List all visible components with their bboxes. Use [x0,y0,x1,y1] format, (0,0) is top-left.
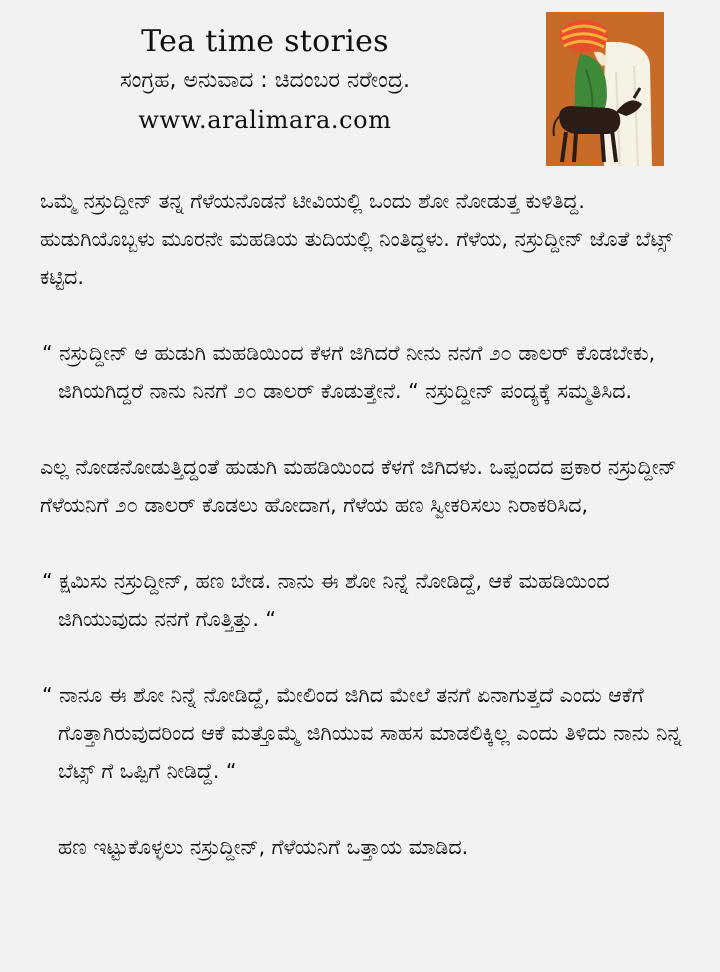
story-paragraph: ಒಮ್ಮೆ ನಸ್ರುದ್ದೀನ್ ತನ್ನ ಗೆಳೆಯನೊಡನೆ ಟೀವಿಯಲ್ಲಿ ಒಂದು ಶೋ ನೋಡುತ್ತ ಕುಳಿತಿದ್ದ. ಹುಡುಗಿಯೊಬ್ಬಳು ಮೂರನೇ ಮಹಡಿಯ ತುದಿಯಲ್ಲಿ ನಿಂತಿದ್ದಳು. ಗೆಳೆಯ, ನಸ್ರುದ್ದೀನ್ ಜೊತೆ ಬೆಟ್ಸ್ ಕಟ್ಟಿದ. [40,189,673,289]
website-url: www.aralimara.com [138,106,392,134]
story-paragraph: “ ನಾನೂ ಈ ಶೋ ನಿನ್ನೆ ನೋಡಿದ್ದೆ, ಮೇಲಿಂದ ಜಿಗಿದ ಮೇಲೆ ತನಗೆ ಏನಾಗುತ್ತದೆ ಎಂದು ಆಕೆಗೆ ಗೊತ್ತಾಗಿರುವುದರಿಂದ ಆಕೆ ಮತ್ತೊಮ್ಮೆ ಜಿಗಿಯುವ ಸಾಹಸ ಮಾಡಲಿಕ್ಕಿಲ್ಲ ಎಂದು ತಿಳಿದು ನಾನು ನಿನ್ನ ಬೆಟ್ಸ್ ಗೆ ಒಪ್ಪಿಗೆ ನೀಡಿದ್ದೆ. “ [42,683,682,783]
story-text [40,182,705,866]
turbaned-man-on-donkey-icon [546,12,664,166]
story-paragraph: ಹಣ ಇಟ್ಟುಕೊಳ್ಳಲು ನಸ್ರುದ್ದೀನ್, ಗೆಳೆಯನಿಗೆ ಒತ್ತಾಯ ಮಾಡಿದ. [58,835,469,859]
page-title: Tea time stories [141,24,389,59]
story-paragraph: ಎಲ್ಲ ನೋಡನೋಡುತ್ತಿದ್ದಂತೆ ಹುಡುಗಿ ಮಹಡಿಯಿಂದ ಕೆಳಗೆ ಜಿಗಿದಳು. ಒಪ್ಪಂದದ ಪ್ರಕಾರ ನಸ್ರುದ್ದೀನ್ ಗೆಳೆಯನಿಗೆ ೨೦ ಡಾಲರ್ ಕೊಡಲು ಹೋದಾಗ, ಗೆಳೆಯ ಹಣ ಸ್ವೀಕರಿಸಲು ನಿರಾಕರಿಸಿದ, [40,455,677,517]
header [0,22,530,140]
subtitle: ಸಂಗ್ರಹ, ಅನುವಾದ : ಚಿದಂಬರ ನರೇಂದ್ರ. [120,68,410,93]
cover-image [546,12,664,166]
story-paragraph: “ ನಸ್ರುದ್ದೀನ್ ಆ ಹುಡುಗಿ ಮಹಡಿಯಿಂದ ಕೆಳಗೆ ಜಿಗಿದರೆ ನೀನು ನನಗೆ ೨೦ ಡಾಲರ್ ಕೊಡಬೇಕು, ಜಿಗಿಯಗಿದ್ದರೆ ನಾನು ನಿನಗೆ ೨೦ ಡಾಲರ್ ಕೊಡುತ್ತೇನೆ. “ ನಸ್ರುದ್ದೀನ್ ಪಂದ್ಯಕ್ಕೆ ಸಮ್ಮತಿಸಿದ. [42,341,656,403]
story-paragraph: “ ಕ್ಷಮಿಸು ನಸ್ರುದ್ದೀನ್, ಹಣ ಬೇಡ. ನಾನು ಈ ಶೋ ನಿನ್ನೆ ನೋಡಿದ್ದೆ, ಆಕೆ ಮಹಡಿಯಿಂದ ಜಿಗಿಯುವುದು ನನಗೆ ಗೊತ್ತಿತ್ತು. “ [42,569,610,631]
